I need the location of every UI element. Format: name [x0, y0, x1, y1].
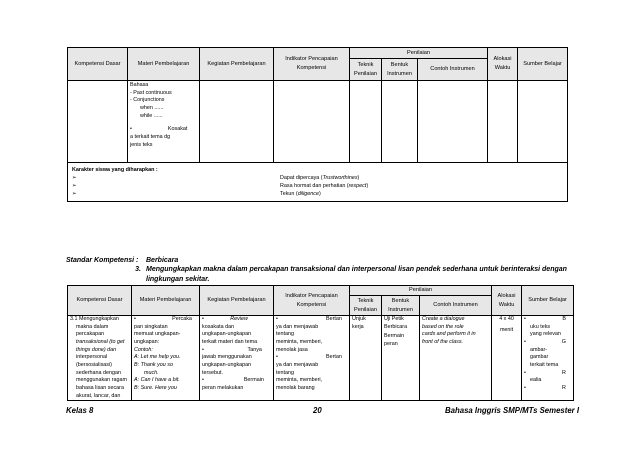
kosakata-line: a terkait tema dg: [130, 134, 171, 141]
kosakata-line: jenis teks: [130, 141, 153, 148]
top-sumber-cell: [518, 81, 568, 163]
top-teknik-cell: [350, 81, 382, 163]
kosakata-line: • Kosakat: [130, 126, 188, 133]
header-kompetensi: Kompetensi Dasar: [68, 48, 128, 81]
header-materi: Materi Pembelajaran: [128, 48, 200, 81]
header-penilaian: Penilaian: [350, 48, 488, 59]
bullet-icon: •: [524, 369, 526, 376]
karakter-item: ➢ Dapat dipercaya ( Trustworthines ): [72, 175, 360, 182]
materi-line: - Past continuous: [130, 89, 172, 96]
bottom-syllabus-table: [67, 285, 574, 401]
bullet-icon: •: [202, 377, 204, 384]
arrow-bullet-icon: ➢: [72, 191, 77, 198]
top-kompetensi-cell: [68, 81, 128, 163]
bullet-icon: •: [524, 316, 526, 322]
header-bentuk: Bentuk Instrumen: [382, 59, 418, 81]
arrow-bullet-icon: ➢: [72, 175, 77, 182]
bullet-icon: •: [276, 354, 278, 361]
bullet-icon: •: [202, 316, 204, 322]
karakter-box: [68, 163, 568, 202]
standar-value: Berbicara: [146, 257, 179, 264]
karakter-item: ➢ Tekun ( diligence ): [72, 191, 321, 198]
header-penilaian: Penilaian: [350, 286, 492, 296]
header-kegiatan: Kegiatan Pembelajaran: [200, 48, 274, 81]
header-kegiatan: Kegiatan Pembelajaran: [200, 286, 274, 316]
header-alokasi: Alokasi Waktu: [492, 286, 522, 316]
header-sumber: Sumber Belajar: [518, 48, 568, 81]
bentuk-cell: Uji Petik Berbicara Bermain peran: [382, 316, 420, 401]
header-indikator: Indikator Pencapaian Kompetensi: [274, 286, 350, 316]
teknik-cell: Unjuk kerja: [350, 316, 382, 401]
sumber-cell: • B uku teks yang relevan • G ambar- gambar terkait tema • R ealia • R: [522, 316, 574, 401]
header-materi: Materi Pembelajaran: [132, 286, 200, 316]
top-contoh-cell: [418, 81, 488, 163]
contoh-cell: Create a dialogue based on the role cards and perform it in front of the class.: [420, 316, 492, 401]
indikator-cell: • Bertan ya dan menjawab tentang meminta, memberi, menolak jasa • Bertan ya dan menjawab tentang meminta, memberi, menolak barang: [274, 316, 350, 401]
header-teknik: Teknik Penilaian: [350, 296, 382, 316]
header-teknik: Teknik Penilaian: [350, 59, 382, 81]
karakter-title: Karakter siswa yang diharapkan :: [72, 167, 158, 173]
materi-line: while ......: [140, 112, 163, 119]
standar-text: lingkungan sekitar.: [146, 275, 210, 283]
header-bentuk: Bentuk Instrumen: [382, 296, 420, 316]
kd-cell: 3.1 Mengungkapkan makna dalam percakapan transaksional (to get things done) dan interpersonal (bersosialisasi) sederhana dengan menggunakan ragam bahasa lisan secara akurat, lancar, dan: [68, 316, 132, 401]
standar-label: Standar Kompetensi :: [66, 257, 139, 264]
materi-cell: • Percaka pan singkatan memuat ungkapan- ungkapan: Contoh: A: Let me help you. B: Thank you so much. A: Can I have a bit. B: Sure. Here you: [132, 316, 200, 401]
top-bentuk-cell: [382, 81, 418, 163]
top-indikator-cell: [274, 81, 350, 163]
header-indikator: Indikator Pencapaian Kompetensi: [274, 48, 350, 81]
materi-line: - Conjunctions: [130, 97, 165, 104]
alokasi-cell: 4 x 40 menit: [492, 316, 522, 401]
kegiatan-cell: • Review kosakata dan ungkapan-ungkapan terkait materi dan tema • Tanya jawab menggunakan ungkapan-ungkapan tersebut. • Bermain peran melakukan: [200, 316, 274, 401]
arrow-bullet-icon: ➢: [72, 183, 77, 190]
top-alokasi-cell: [488, 81, 518, 163]
bullet-icon: •: [130, 126, 132, 133]
standar-kompetensi: [66, 256, 567, 284]
footer-subject: Bahasa Inggris SMP/MTs Semester I: [445, 406, 580, 415]
bullet-icon: •: [524, 339, 526, 346]
standar-text: Mengungkapkan makna dalam percakapan transaksional dan interpersonal lisan pendek sederhana untuk berinteraksi dengan: [146, 266, 567, 274]
page-number: 20: [313, 406, 322, 415]
top-syllabus-table: [67, 47, 568, 202]
header-alokasi: Alokasi Waktu: [488, 48, 518, 81]
bullet-icon: •: [276, 316, 278, 322]
standar-number: 3.: [135, 266, 141, 274]
header-contoh: Contoh Instrumen: [420, 296, 492, 316]
top-materi-cell: [128, 81, 200, 163]
header-contoh: Contoh Instrumen: [418, 59, 488, 81]
karakter-item: ➢ Rasa hormat dan perhatian ( respect ): [72, 183, 369, 190]
materi-line: Bahasa: [130, 82, 149, 88]
header-sumber: Sumber Belajar: [522, 286, 574, 316]
bullet-icon: •: [524, 385, 526, 392]
bullet-icon: •: [134, 316, 136, 322]
materi-line: when ......: [140, 105, 164, 112]
top-kegiatan-cell: [200, 81, 274, 163]
bullet-icon: •: [202, 346, 204, 353]
header-kompetensi: Kompetensi Dasar: [68, 286, 132, 316]
footer-class: Kelas 8: [66, 406, 94, 415]
